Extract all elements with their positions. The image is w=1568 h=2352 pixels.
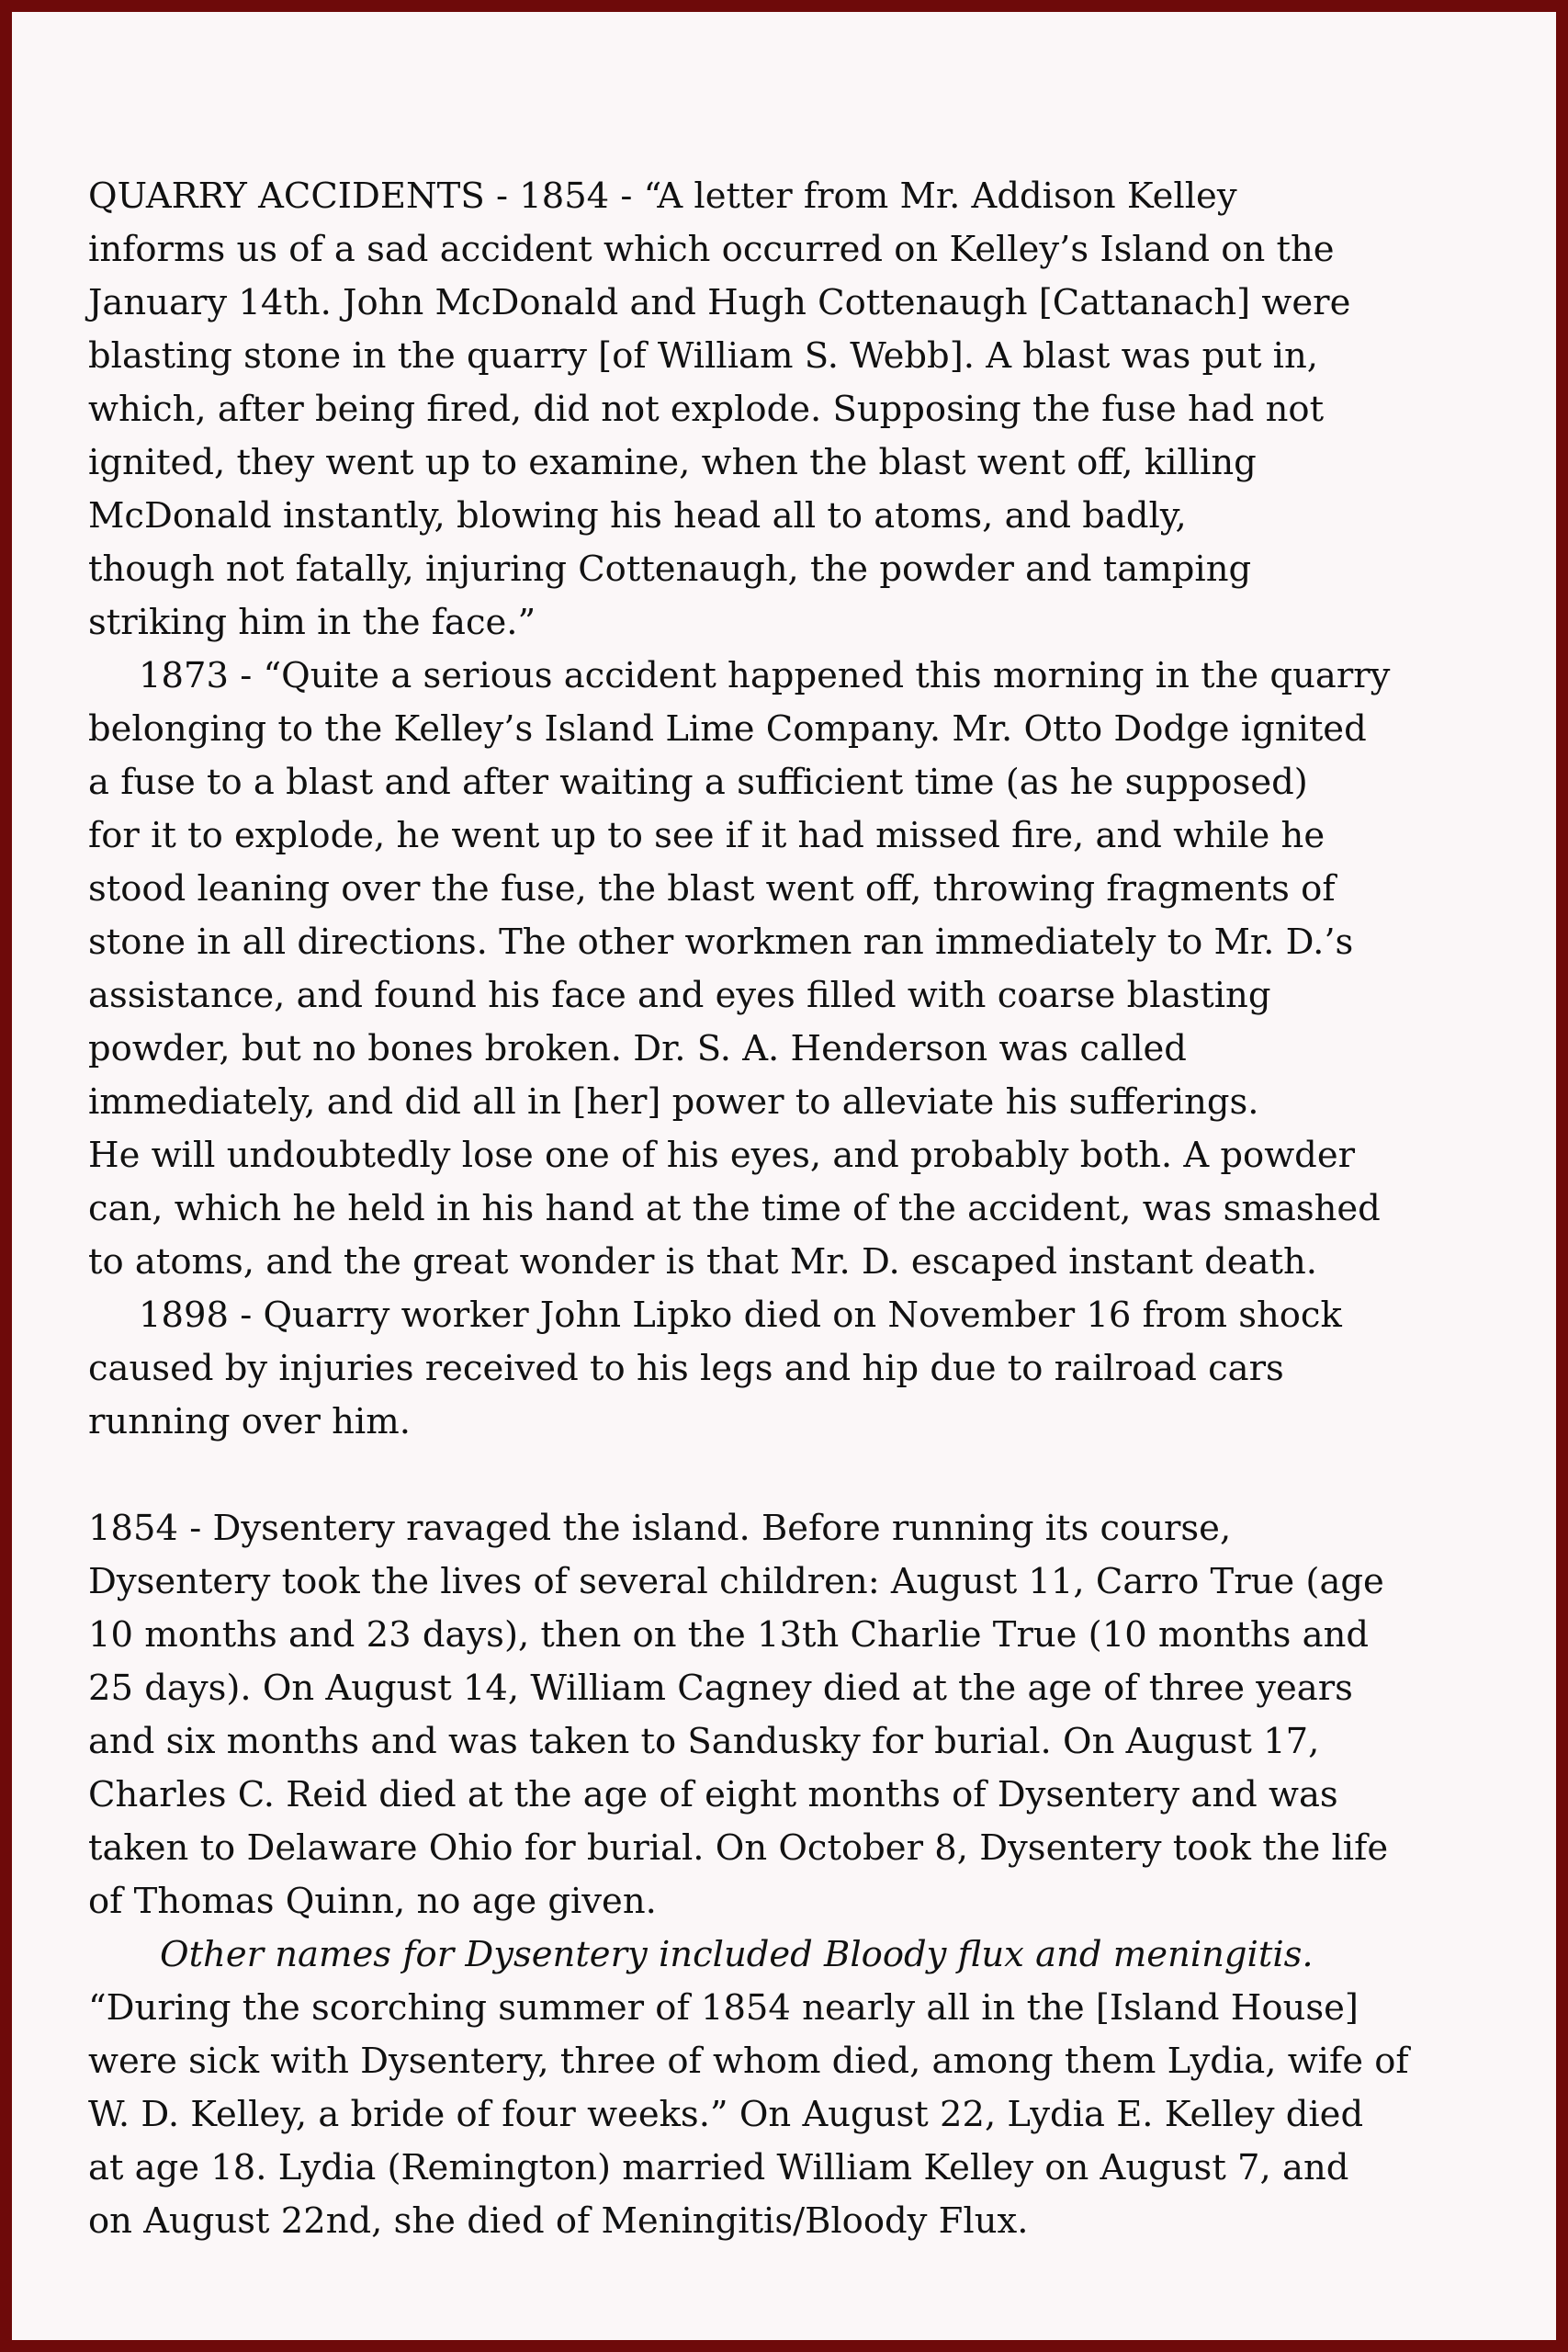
text-line: 25 days). On August 14, William Cagney died at the age of three years: [88, 1668, 1353, 1709]
text-line: were sick with Dysentery, three of whom died, among them Lydia, wife of: [88, 2041, 1409, 2082]
text-line: and six months and was taken to Sandusky for burial. On August 17,: [88, 1721, 1320, 1762]
text-line: ignited, they went up to examine, when the blast went off, killing: [88, 442, 1257, 483]
text-line: can, which he held in his hand at the time of the accident, was smashed: [88, 1188, 1381, 1229]
document-page: [12, 12, 1556, 2340]
text-line: at age 18. Lydia (Remington) married William Kelley on August 7, and: [88, 2147, 1349, 2188]
text-line: QUARRY ACCIDENTS - 1854 - “A letter from Mr. Addison Kelley: [88, 175, 1237, 217]
text-line: powder, but no bones broken. Dr. S. A. Henderson was called: [88, 1028, 1187, 1069]
text-line: taken to Delaware Ohio for burial. On October 8, Dysentery took the life: [88, 1827, 1389, 1869]
text-line: striking him in the face.”: [88, 602, 536, 643]
text-line: of Thomas Quinn, no age given.: [88, 1881, 657, 1922]
text-line: immediately, and did all in [her] power to alleviate his sufferings.: [88, 1081, 1259, 1123]
text-line: 1854 - Dysentery ravaged the island. Before running its course,: [88, 1508, 1232, 1549]
text-line: caused by injuries received to his legs and hip due to railroad cars: [88, 1348, 1284, 1389]
text-line: informs us of a sad accident which occurred on Kelley’s Island on the: [88, 229, 1335, 270]
italic-note: Other names for Dysentery included Bloody flux and meningitis.: [160, 1934, 1314, 1975]
text-line: January 14th. John McDonald and Hugh Cottenaugh [Cattanach] were: [88, 282, 1351, 323]
paragraph-gap: [88, 1449, 1521, 1502]
text-line: “During the scorching summer of 1854 nearly all in the [Island House]: [88, 1987, 1359, 2029]
document-body: [88, 170, 1521, 2248]
text-line: 10 months and 23 days), then on the 13th Charlie True (10 months and: [88, 1614, 1370, 1656]
text-line: He will undoubtedly lose one of his eyes, and probably both. A powder: [88, 1135, 1356, 1176]
text-line: though not fatally, injuring Cottenaugh, the powder and tamping: [88, 548, 1252, 590]
text-line: on August 22nd, she died of Meningitis/Bloody Flux.: [88, 2200, 1029, 2242]
text-line: stood leaning over the fuse, the blast went off, throwing fragments of: [88, 868, 1336, 910]
text-line: which, after being fired, did not explode. Supposing the fuse had not: [88, 389, 1325, 430]
text-line: 1898 - Quarry worker John Lipko died on November 16 from shock: [139, 1295, 1342, 1336]
text-line: Charles C. Reid died at the age of eight months of Dysentery and was: [88, 1774, 1338, 1815]
text-line: stone in all directions. The other workmen ran immediately to Mr. D.’s: [88, 922, 1354, 963]
text-line: for it to explode, he went up to see if it had missed fire, and while he: [88, 815, 1325, 856]
text-line: running over him.: [88, 1401, 411, 1442]
text-line: a fuse to a blast and after waiting a sufficient time (as he supposed): [88, 762, 1308, 803]
text-line: blasting stone in the quarry [of William S. Webb]. A blast was put in,: [88, 335, 1319, 377]
text-line: Dysentery took the lives of several children: August 11, Carro True (age: [88, 1561, 1384, 1602]
text-line: to atoms, and the great wonder is that Mr. D. escaped instant death.: [88, 1241, 1317, 1283]
text-line: assistance, and found his face and eyes filled with coarse blasting: [88, 975, 1271, 1016]
text-line: W. D. Kelley, a bride of four weeks.” On August 22, Lydia E. Kelley died: [88, 2094, 1364, 2135]
text-line: belonging to the Kelley’s Island Lime Company. Mr. Otto Dodge ignited: [88, 708, 1367, 750]
text-line: McDonald instantly, blowing his head all to atoms, and badly,: [88, 495, 1187, 537]
text-line: 1873 - “Quite a serious accident happened this morning in the quarry: [139, 655, 1391, 696]
